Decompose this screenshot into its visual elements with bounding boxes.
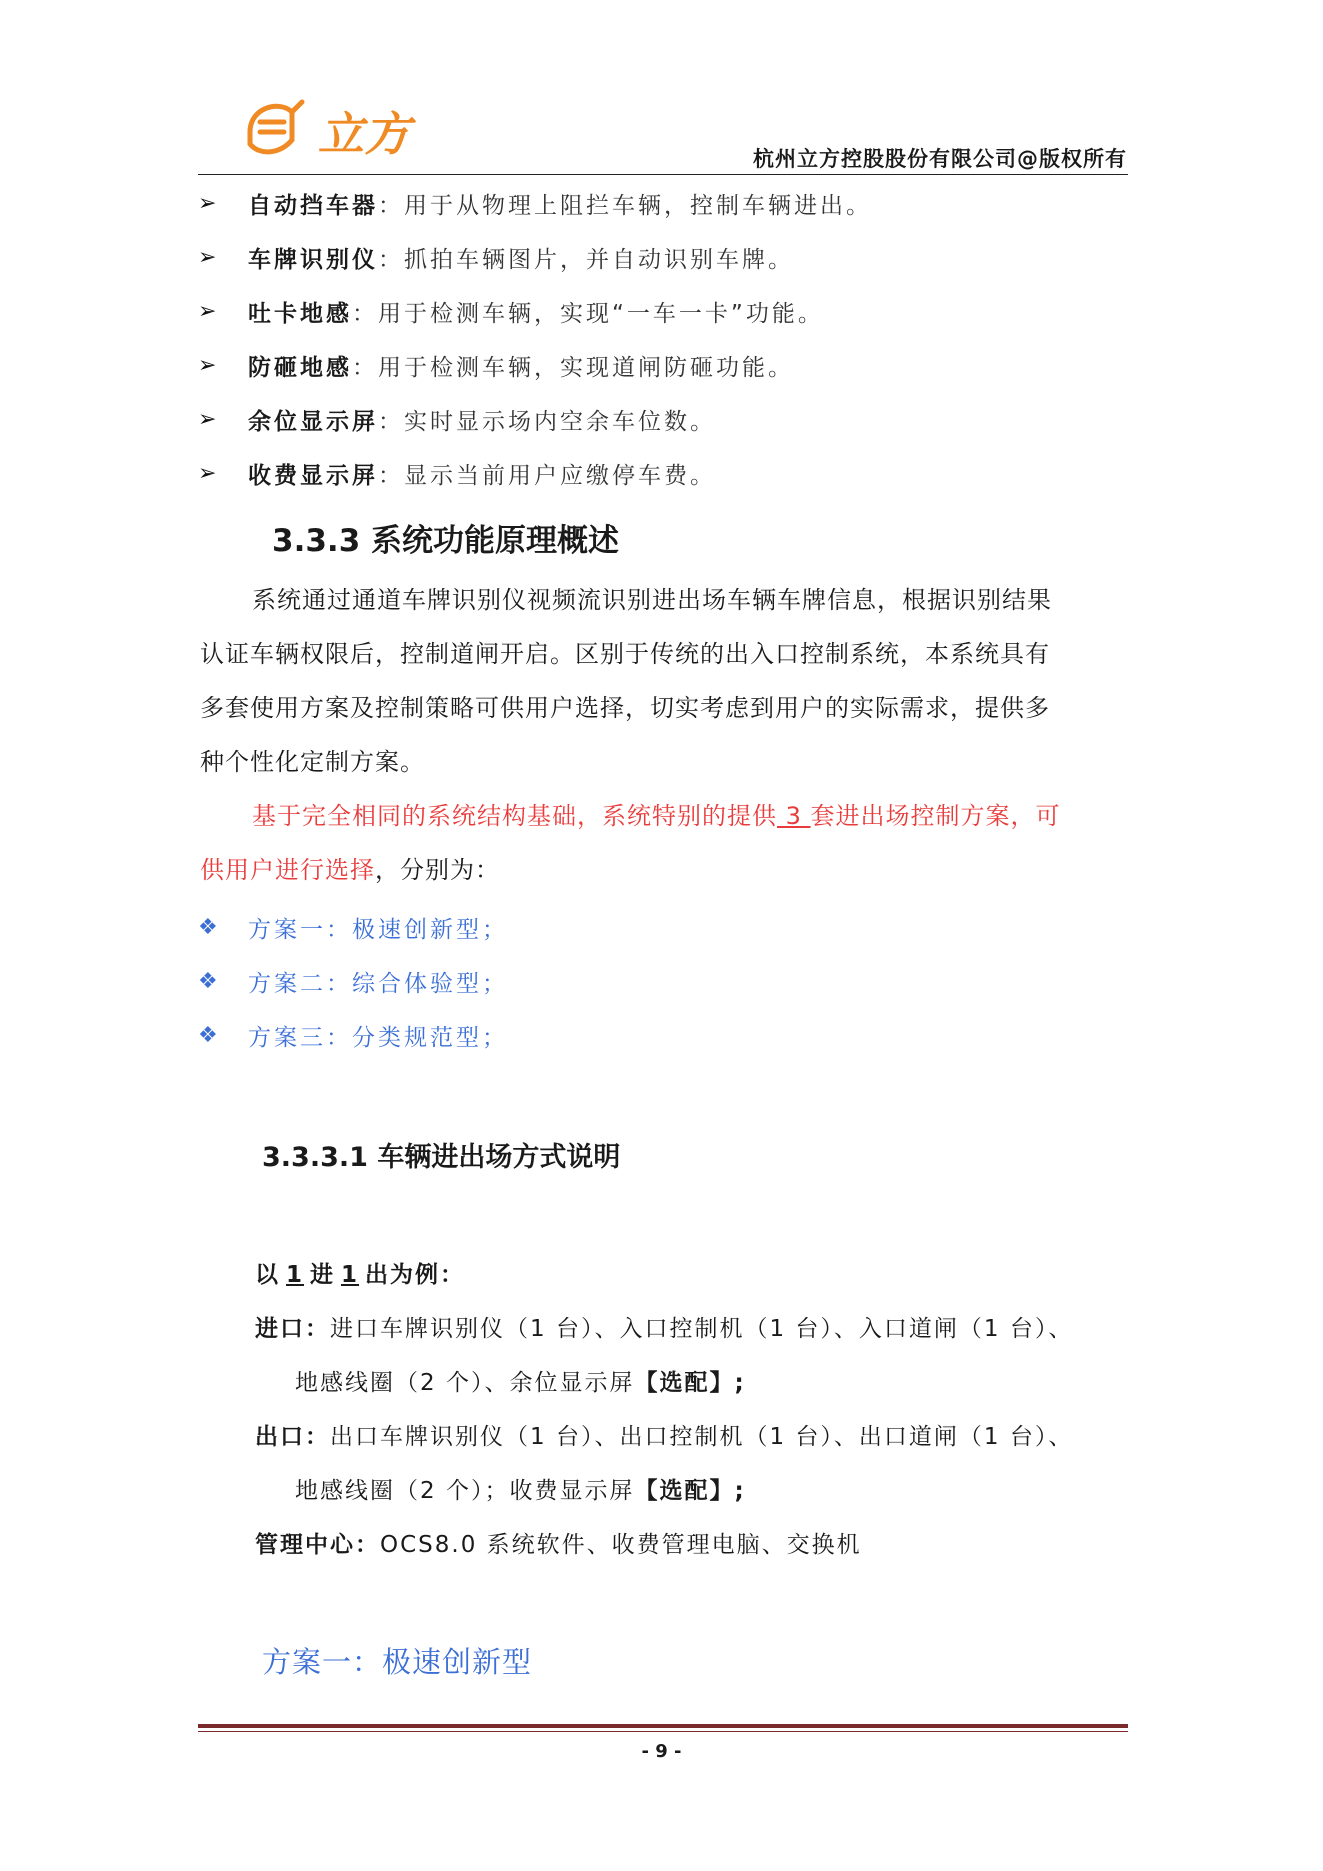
example-heading <box>255 1256 465 1289</box>
arrow-bullet-icon: ➢ <box>198 406 217 432</box>
arrow-bullet-icon: ➢ <box>198 244 217 270</box>
diamond-bullet-icon: ❖ <box>198 968 218 994</box>
header-rule <box>198 174 1128 175</box>
optional-tag: 【选配】 <box>634 1370 735 1396</box>
plan-list-item <box>198 954 508 1008</box>
management-line <box>255 1526 862 1559</box>
diamond-bullet-icon: ❖ <box>198 914 218 940</box>
plan-one-heading: 方案一：极速创新型 <box>262 1645 533 1679</box>
options-paragraph <box>200 789 1130 897</box>
highlight-text: 套进出场控制方案，可 <box>810 802 1061 830</box>
paragraph-line: 认证车辆权限后，控制道闸开启。区别于传统的出入口控制系统，本系统具有 <box>200 640 1050 668</box>
bullet-term: 车牌识别仪 <box>248 246 378 273</box>
bullet-item <box>198 392 716 446</box>
bullet-desc: ：用于检测车辆，实现“一车一卡”功能。 <box>352 300 824 327</box>
subsection-heading: 3.3.3.1 车辆进出场方式说明 <box>262 1142 621 1173</box>
bullet-desc: ：实时显示场内空余车位数。 <box>378 408 716 435</box>
intro-paragraph <box>200 573 1130 789</box>
bullet-desc: ：用于从物理上阻拦车辆，控制车辆进出。 <box>378 192 872 219</box>
exit-line-continued <box>295 1472 746 1505</box>
highlight-number: 3 <box>777 802 811 830</box>
example-text: 出为例： <box>365 1262 466 1288</box>
example-number: 1 <box>341 1262 360 1288</box>
company-logo <box>240 92 440 170</box>
line-end: ; <box>734 1370 746 1396</box>
diamond-bullet-icon: ❖ <box>198 1022 218 1048</box>
section-heading: 3.3.3 系统功能原理概述 <box>272 523 620 559</box>
bullet-term: 余位显示屏 <box>248 408 378 435</box>
company-copyright: 杭州立方控股股份有限公司@版权所有 <box>753 147 1127 171</box>
entry-label: 进口： <box>255 1316 330 1342</box>
exit-line <box>255 1418 1073 1451</box>
paragraph-line: 系统通过通道车牌识别仪视频流识别进出场车辆车牌信息，根据识别结果 <box>252 586 1052 614</box>
bullet-desc: ：抓拍车辆图片，并自动识别车牌。 <box>378 246 794 273</box>
paragraph-line <box>200 843 1130 897</box>
highlight-text: 供用户进行选择 <box>200 856 375 884</box>
paragraph-line: 多套使用方案及控制策略可供用户选择，切实考虑到用户的实际需求，提供多 <box>200 694 1050 722</box>
paragraph-line: 种个性化定制方案。 <box>200 748 425 776</box>
example-number: 1 <box>286 1262 305 1288</box>
entry-equipment: 地感线圈（2 个）、余位显示屏 <box>295 1370 635 1396</box>
bullet-term: 自动挡车器 <box>248 192 378 219</box>
example-text: 进 <box>310 1262 336 1288</box>
bullet-desc: ：用于检测车辆，实现道闸防砸功能。 <box>352 354 794 381</box>
page-number: - 9 - <box>641 1741 682 1762</box>
bullet-term: 吐卡地感 <box>248 300 352 327</box>
bullet-item <box>198 338 794 392</box>
plan-label: 方案三：分类规范型； <box>248 1024 508 1051</box>
entry-line <box>255 1310 1073 1343</box>
footer-rule-thick <box>198 1724 1128 1728</box>
bullet-desc: ：显示当前用户应缴停车费。 <box>378 462 716 489</box>
entry-line-continued <box>295 1364 746 1397</box>
bullet-item <box>198 284 824 338</box>
exit-label: 出口： <box>255 1424 330 1450</box>
exit-equipment: 地感线圈（2 个）；收费显示屏 <box>295 1478 635 1504</box>
entry-equipment: 进口车牌识别仪（1 台）、入口控制机（1 台）、入口道闸（1 台）、 <box>330 1316 1074 1342</box>
plan-list-item <box>198 1008 508 1062</box>
optional-tag: 【选配】 <box>634 1478 735 1504</box>
plain-text: ，分别为： <box>375 856 500 884</box>
logo-text: 立方 <box>318 107 410 161</box>
paragraph-line <box>200 789 1130 843</box>
arrow-bullet-icon: ➢ <box>198 298 217 324</box>
bullet-item <box>198 230 794 284</box>
line-end: ; <box>734 1478 746 1504</box>
plan-list-item <box>198 900 508 954</box>
footer-rule-thin <box>198 1731 1128 1732</box>
plan-label: 方案二：综合体验型； <box>248 970 508 997</box>
bullet-item <box>198 176 872 230</box>
example-text: 以 <box>255 1262 280 1288</box>
arrow-bullet-icon: ➢ <box>198 460 217 486</box>
arrow-bullet-icon: ➢ <box>198 352 217 378</box>
exit-equipment: 出口车牌识别仪（1 台）、出口控制机（1 台）、出口道闸（1 台）、 <box>330 1424 1074 1450</box>
management-label: 管理中心： <box>255 1532 380 1558</box>
knight-helmet-icon <box>250 102 302 152</box>
highlight-text: 基于完全相同的系统结构基础，系统特别的提供 <box>252 802 777 830</box>
plan-label: 方案一：极速创新型； <box>248 916 508 943</box>
bullet-term: 防砸地感 <box>248 354 352 381</box>
arrow-bullet-icon: ➢ <box>198 190 217 216</box>
bullet-term: 收费显示屏 <box>248 462 378 489</box>
bullet-item <box>198 446 716 500</box>
management-equipment: OCS8.0 系统软件、收费管理电脑、交换机 <box>380 1532 862 1558</box>
